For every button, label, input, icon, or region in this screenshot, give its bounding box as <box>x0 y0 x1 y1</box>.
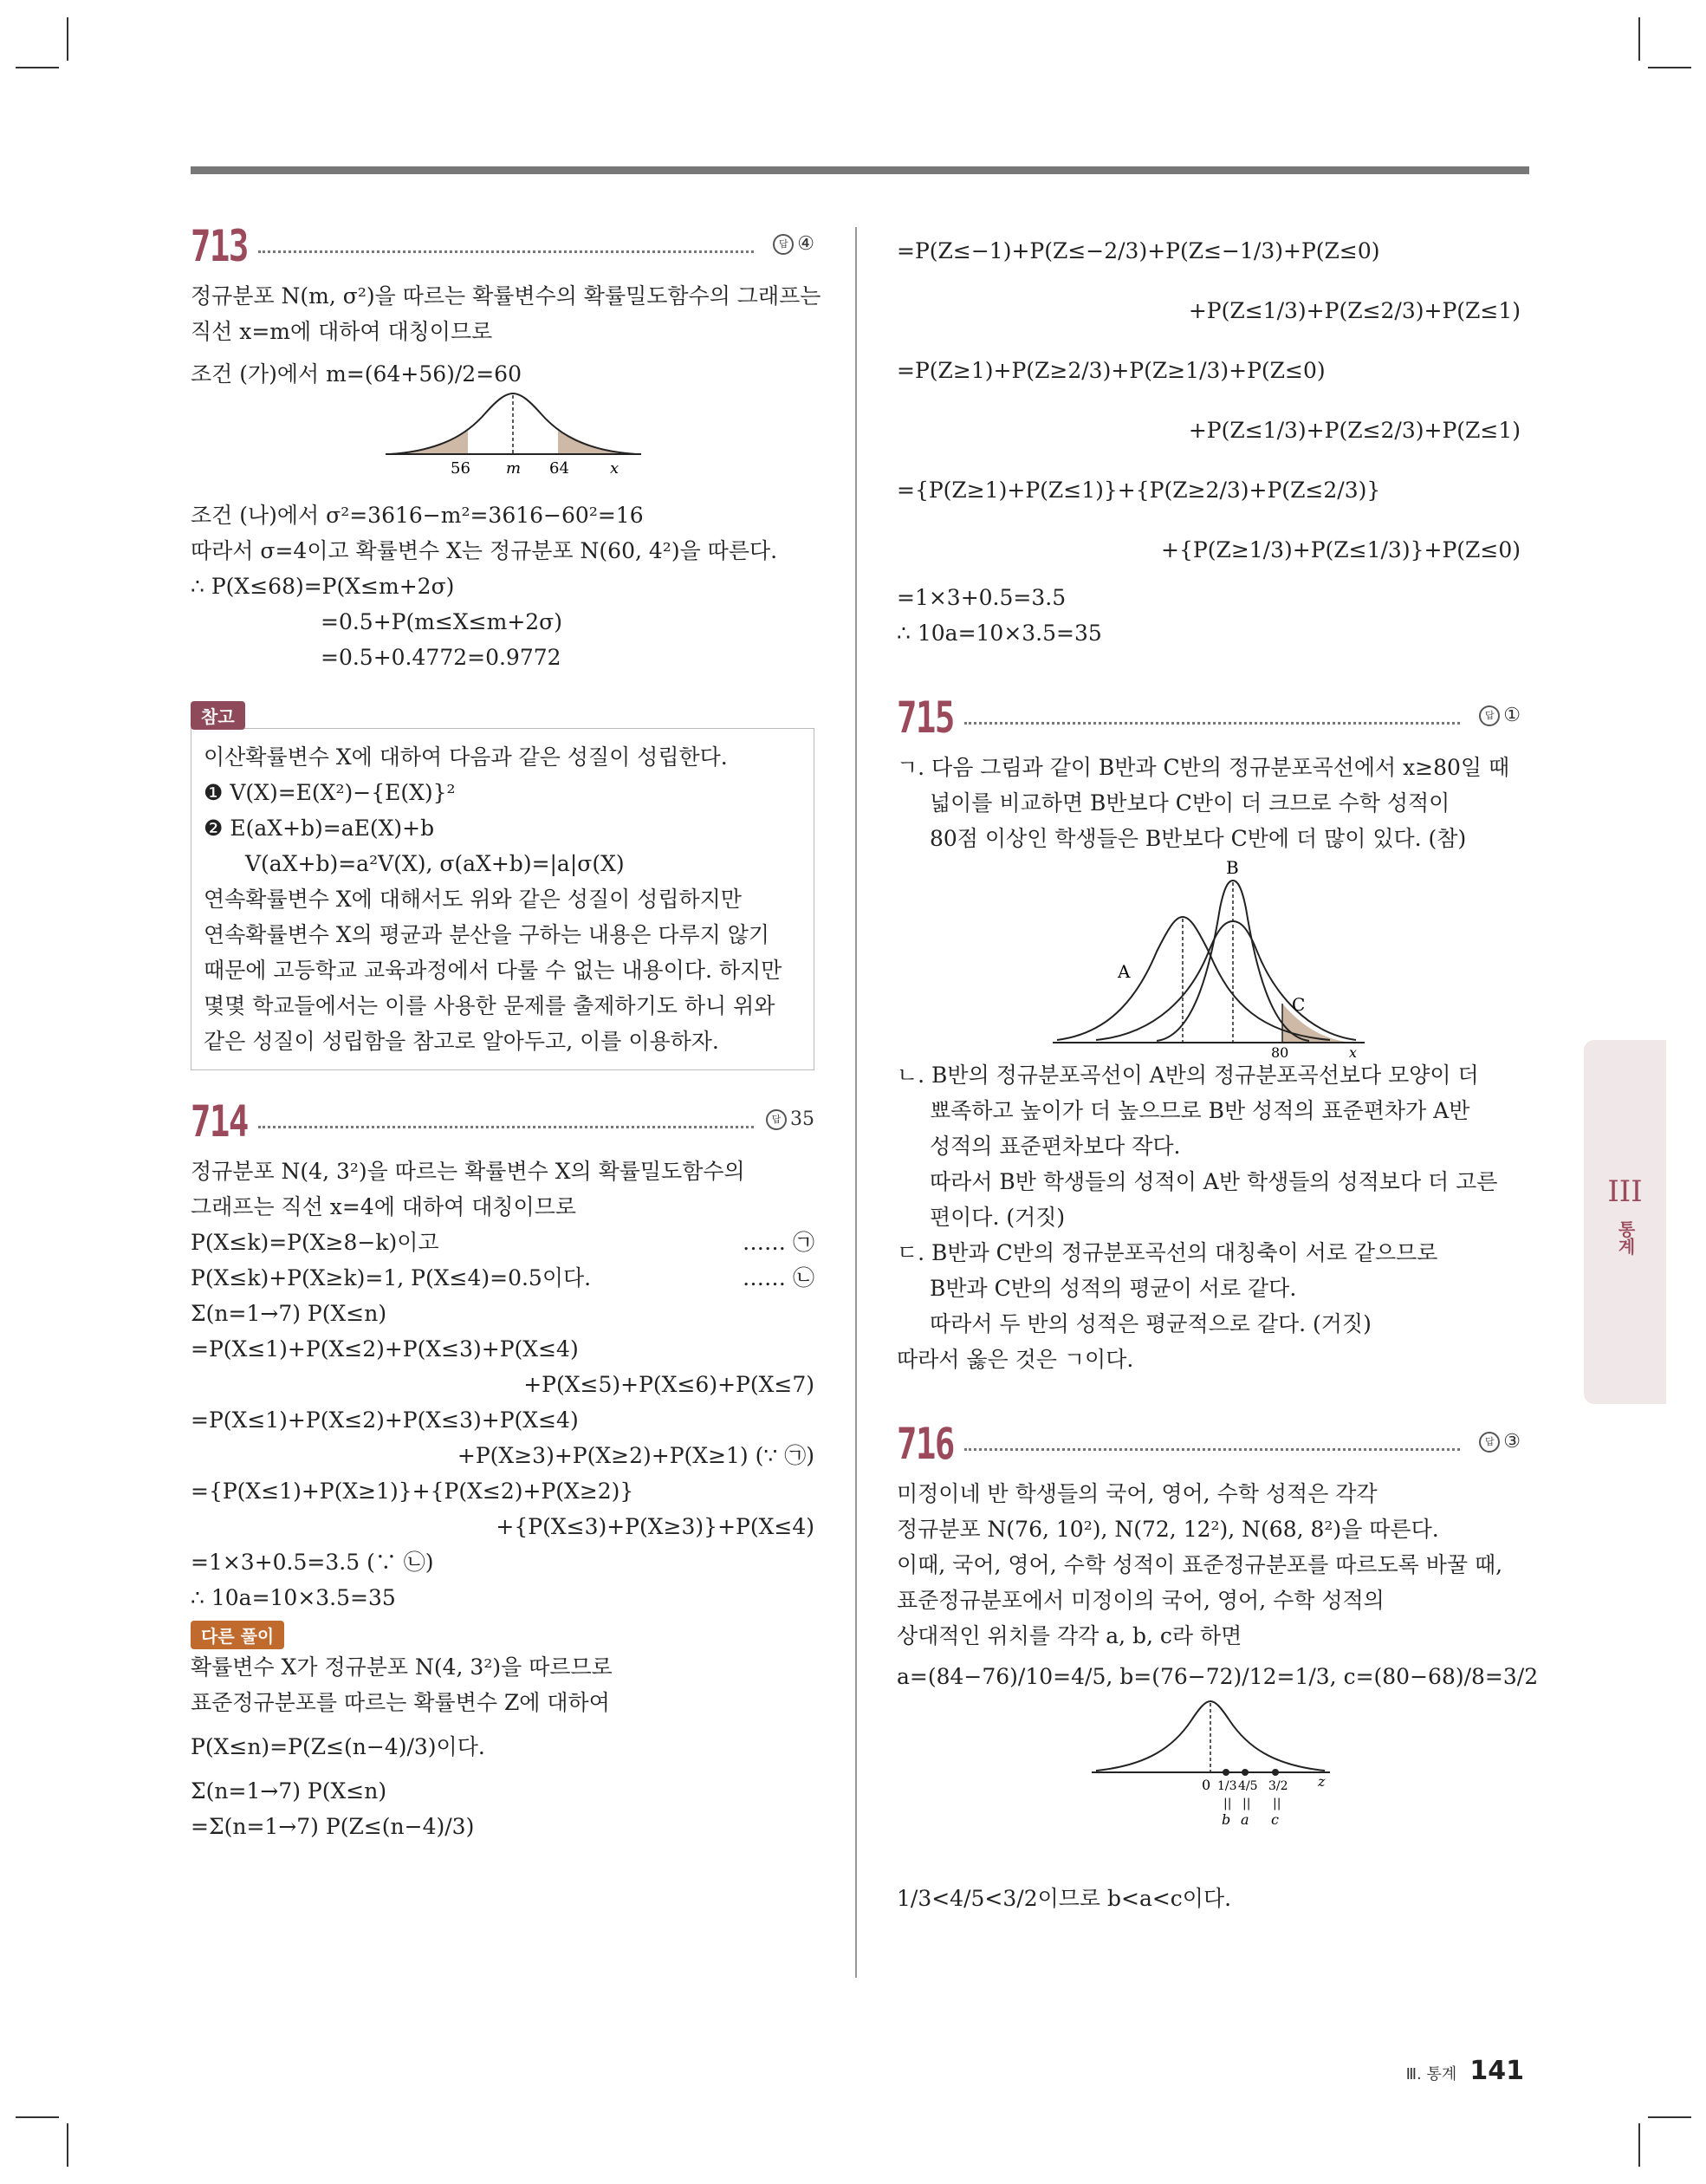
note-line: 때문에 고등학교 교육과정에서 다룰 수 없는 내용이다. 하지만 <box>204 958 782 983</box>
text-line: ∴ 10a=10×3.5=35 <box>897 621 1102 646</box>
answer-label <box>1479 705 1521 726</box>
text-line: 이때, 국어, 영어, 수학 성적이 표준정규분포를 따르도록 바꿀 때, <box>897 1552 1503 1577</box>
note-line: 몇몇 학교들에서는 이를 사용한 문제를 출제하기도 하니 위와 <box>204 993 775 1018</box>
text-line: P(X≤n)=P(Z≤(n−4)/3)이다. <box>191 1734 485 1759</box>
text-line: =P(X≤1)+P(X≤2)+P(X≤3)+P(X≤4) <box>191 1407 579 1433</box>
var-label: b <box>1222 1811 1231 1828</box>
three-curves-graph-715 <box>897 856 1521 1057</box>
problem-header-714 <box>191 1096 814 1154</box>
equation-mark: …… ㉡ <box>743 1265 814 1290</box>
equation: P(X≤k)=P(X≥8−k)이고 <box>191 1230 439 1255</box>
chapter-name: 통계 <box>1615 1220 1636 1255</box>
text-line: =1×3+0.5=3.5 <box>897 585 1067 610</box>
answer-value: ③ <box>1503 1431 1521 1453</box>
text-line: 따라서 B반 학생들의 성적이 A반 학생들의 성적보다 더 고른 <box>930 1169 1498 1194</box>
problem-header-715 <box>897 692 1521 750</box>
tick-label: 3/2 <box>1268 1779 1288 1793</box>
crop-mark <box>1648 67 1691 68</box>
problem-number: 714 <box>191 1096 248 1147</box>
answer-label <box>1479 1431 1521 1453</box>
text-line: =0.5+P(m≤X≤m+2σ) <box>321 609 563 634</box>
text-line <box>191 1225 814 1260</box>
text-line: =P(Z≥1)+P(Z≥2/3)+P(Z≥1/3)+P(Z≤0) <box>897 358 1326 383</box>
text-line: ={P(X≤1)+P(X≥1)}+{P(X≤2)+P(X≥2)} <box>191 1479 634 1504</box>
text-line: 80점 이상인 학생들은 B반보다 C반에 더 많이 있다. (참) <box>930 826 1467 851</box>
curve-label: C <box>1292 994 1306 1015</box>
note-line: 연속확률변수 X에 대해서도 위와 같은 성질이 성립하지만 <box>204 887 742 912</box>
answer-label <box>773 233 814 255</box>
text-line: a=(84−76)/10=4/5, b=(76−72)/12=1/3, c=(80−68)/8=3/2 <box>897 1664 1539 1689</box>
text-line: ㄴ. B반의 정규분포곡선이 A반의 정규분포곡선보다 모양이 더 <box>897 1063 1479 1088</box>
text-line: +P(X≥3)+P(X≥2)+P(X≥1) (∵ ㉠) <box>457 1443 814 1468</box>
text-line: 정규분포 N(m, σ²)을 따르는 확률변수의 확률밀도함수의 그래프는 <box>191 283 821 309</box>
normal-curve-graph-713 <box>191 392 814 497</box>
note-line: 연속확률변수 X의 평균과 분산을 구하는 내용은 다루지 않기 <box>204 922 770 947</box>
note-line: ❷ E(aX+b)=aE(X)+b <box>204 816 435 841</box>
answer-value: ① <box>1503 705 1521 726</box>
text-line: 정규분포 N(76, 10²), N(72, 12²), N(68, 8²)을 따른다. <box>897 1517 1439 1542</box>
crop-mark <box>1638 17 1640 61</box>
problem-header-716 <box>897 1419 1521 1476</box>
page-number: 141 <box>1469 2056 1524 2086</box>
crop-mark <box>16 2116 59 2118</box>
crop-mark <box>16 67 59 68</box>
answer-badge-icon: 답 <box>1479 705 1500 726</box>
axis-label: 80 <box>1271 1044 1289 1057</box>
text-line: 확률변수 X가 정규분포 N(4, 3²)을 따르므로 <box>191 1654 613 1680</box>
curve-label: A <box>1118 961 1131 982</box>
crop-mark <box>67 2123 68 2167</box>
text-line: Σ(n=1→7) P(X≤n) <box>191 1301 387 1326</box>
problem-number: 715 <box>897 692 954 743</box>
column-divider <box>855 227 857 1978</box>
text-line: 뾰족하고 높이가 더 높으므로 B반 성적의 표준편차가 A반 <box>930 1098 1470 1123</box>
text-line: 표준정규분포에서 미정이의 국어, 영어, 수학 성적의 <box>897 1588 1385 1613</box>
text-line: =1×3+0.5=3.5 (∵ ㉡) <box>191 1550 434 1575</box>
answer-badge-icon: 답 <box>773 234 794 255</box>
dotted-leader <box>964 1448 1460 1451</box>
continued-solution <box>897 221 1521 651</box>
axis-label: x <box>610 459 619 478</box>
text-line: 편이다. (거짓) <box>930 1205 1066 1230</box>
note-line: V(aX+b)=a²V(X), σ(aX+b)=|a|σ(X) <box>245 851 625 876</box>
note-box <box>191 728 814 1070</box>
text-line: 미정이네 반 학생들의 국어, 영어, 수학 성적은 각각 <box>897 1481 1378 1506</box>
text-line: B반과 C반의 성적의 평균이 서로 같다. <box>930 1276 1297 1301</box>
text-line: 넓이를 비교하면 B반보다 C반이 더 크므로 수학 성적이 <box>930 790 1450 816</box>
header-rule <box>191 166 1529 174</box>
text-line: +P(Z≤1/3)+P(Z≤2/3)+P(Z≤1) <box>1188 418 1521 443</box>
text-line: ∴ 10a=10×3.5=35 <box>191 1585 396 1610</box>
answer-label <box>766 1108 814 1130</box>
problem-number: 713 <box>191 221 248 271</box>
text-line: =Σ(n=1→7) P(Z≤(n−4)/3) <box>191 1814 475 1839</box>
text-line: +{P(Z≥1/3)+P(Z≤1/3)}+P(Z≤0) <box>1161 537 1521 562</box>
axis-label: 56 <box>451 459 470 478</box>
equals-mark: || <box>1242 1797 1251 1810</box>
text-line: =P(Z≤−1)+P(Z≤−2/3)+P(Z≤−1/3)+P(Z≤0) <box>897 238 1380 263</box>
text-line: 그래프는 직선 x=4에 대하여 대칭이므로 <box>191 1194 576 1219</box>
equation: P(X≤k)+P(X≥k)=1, P(X≤4)=0.5이다. <box>191 1265 592 1290</box>
text-line: 따라서 옳은 것은 ㄱ이다. <box>897 1347 1134 1372</box>
dotted-leader <box>258 250 754 253</box>
text-line: 정규분포 N(4, 3²)을 따르는 확률변수 X의 확률밀도함수의 <box>191 1159 745 1184</box>
alt-solution-tag: 다른 풀이 <box>191 1621 284 1649</box>
answer-value: 35 <box>790 1108 814 1130</box>
axis-label: m <box>506 459 522 478</box>
text-line: 상대적인 위치를 각각 a, b, c라 하면 <box>897 1623 1242 1648</box>
chapter-side-tab <box>1584 1040 1666 1404</box>
note-line: ❶ V(X)=E(X²)−{E(X)}² <box>204 780 456 805</box>
text-line: ∴ P(X≤68)=P(X≤m+2σ) <box>191 574 455 599</box>
note-line: 같은 성질이 성립함을 참고로 알아두고, 이를 이용하자. <box>204 1029 719 1054</box>
tick-label: 4/5 <box>1238 1779 1258 1793</box>
standard-normal-graph-716 <box>897 1694 1521 1881</box>
text-line: 조건 (나)에서 σ²=3616−m²=3616−60²=16 <box>191 503 644 528</box>
dotted-leader <box>964 722 1460 725</box>
curve-label: B <box>1226 857 1239 878</box>
note-tag: 참고 <box>191 701 245 730</box>
note-line: 이산확률변수 X에 대하여 다음과 같은 성질이 성립한다. <box>204 744 728 770</box>
text-line: +P(Z≤1/3)+P(Z≤2/3)+P(Z≤1) <box>1188 298 1521 323</box>
text-line: 표준정규분포를 따르는 확률변수 Z에 대하여 <box>191 1690 610 1715</box>
tick-label: 0 <box>1202 1777 1211 1793</box>
text-line: Σ(n=1→7) P(X≤n) <box>191 1778 387 1804</box>
text-line: ={P(Z≥1)+P(Z≤1)}+{P(Z≥2/3)+P(Z≤2/3)} <box>897 478 1381 503</box>
crop-mark <box>1638 2123 1640 2167</box>
equals-mark: || <box>1273 1797 1281 1810</box>
tick-label: 1/3 <box>1217 1779 1237 1793</box>
answer-badge-icon: 답 <box>1479 1432 1500 1453</box>
page-footer <box>1406 2056 1524 2086</box>
equation-mark: …… ㉠ <box>743 1230 814 1255</box>
dotted-leader <box>258 1126 754 1128</box>
text-line: 조건 (가)에서 m=(64+56)/2=60 <box>191 361 522 387</box>
text-line <box>191 1260 814 1296</box>
text-line: 따라서 두 반의 성적은 평균적으로 같다. (거짓) <box>930 1311 1372 1336</box>
axis-label: z <box>1318 1773 1326 1790</box>
chapter-roman: III <box>1607 1174 1643 1209</box>
text-line: 직선 x=m에 대하여 대칭이므로 <box>191 319 493 344</box>
text-line: 따라서 σ=4이고 확률변수 X는 정규분포 N(60, 4²)을 따른다. <box>191 538 778 563</box>
text-line: =P(X≤1)+P(X≤2)+P(X≤3)+P(X≤4) <box>191 1336 579 1362</box>
crop-mark <box>1648 2116 1691 2118</box>
text-line: ㄱ. 다음 그림과 같이 B반과 C반의 정규분포곡선에서 x≥80일 때 <box>897 755 1510 780</box>
text-line: 성적의 표준편차보다 작다. <box>930 1134 1181 1159</box>
var-label: a <box>1241 1811 1249 1828</box>
note-section <box>191 701 814 1070</box>
text-line: 1/3<4/5<3/2이므로 b<a<c이다. <box>897 1886 1232 1911</box>
problem-header-713 <box>191 221 814 278</box>
answer-badge-icon: 답 <box>766 1109 787 1130</box>
right-column <box>897 221 1539 1916</box>
text-line: ㄷ. B반과 C반의 정규분포곡선의 대칭축이 서로 같으므로 <box>897 1240 1438 1265</box>
equals-mark: || <box>1223 1797 1232 1810</box>
problem-number: 716 <box>897 1419 954 1469</box>
answer-value: ④ <box>797 233 814 255</box>
axis-label: x <box>1349 1044 1358 1057</box>
var-label: c <box>1271 1811 1279 1828</box>
text-line: =0.5+0.4772=0.9772 <box>321 645 561 670</box>
axis-label: 64 <box>549 459 569 478</box>
left-column <box>191 221 821 1844</box>
text-line: +{P(X≤3)+P(X≥3)}+P(X≤4) <box>496 1514 814 1539</box>
crop-mark <box>67 17 68 61</box>
text-line: +P(X≤5)+P(X≤6)+P(X≤7) <box>523 1372 814 1397</box>
footer-chapter: Ⅲ. 통계 <box>1405 2065 1457 2083</box>
